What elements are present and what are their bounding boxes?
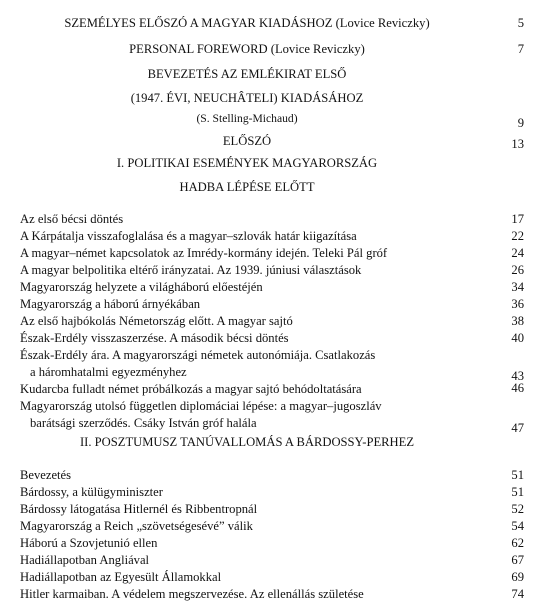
toc-entry-title: Hadiállapotban Angliával <box>20 553 150 567</box>
toc-entry-title: A Kárpátalja visszafoglalása és a magyar–szlovák határ kiigazítása <box>20 229 357 243</box>
toc-entry <box>0 312 534 330</box>
toc-entry-title: PERSONAL FOREWORD (Lovice Reviczky) <box>129 42 365 56</box>
toc-entry-title: (1947. ÉVI, NEUCHÂTELI) KIADÁSÁHOZ <box>130 91 364 105</box>
toc-entry-title: Észak-Erdély visszaszerzése. A második bécsi döntés <box>20 331 289 345</box>
toc-entry <box>0 14 534 32</box>
toc-entry-page: 17 <box>511 212 524 226</box>
toc-entry <box>0 227 534 245</box>
toc-entry-page: 38 <box>511 314 524 328</box>
toc-entry-title: Magyarország utolsó független diplomáciai lépése: a magyar–jugoszláv <box>20 399 382 413</box>
toc-entry <box>0 329 534 347</box>
toc-entry <box>0 244 534 262</box>
section-title <box>0 178 534 196</box>
toc-entry-page: 47 <box>511 421 524 435</box>
toc-entry <box>0 132 534 150</box>
toc-entry-page: 34 <box>511 280 524 294</box>
toc-entry <box>0 517 534 535</box>
toc-entry-title: BEVEZETÉS AZ EMLÉKIRAT ELSŐ <box>147 67 347 81</box>
toc-entry <box>0 295 534 313</box>
toc-entry-title: Háború a Szovjetunió ellen <box>20 536 158 550</box>
toc-entry-page: 54 <box>511 519 524 533</box>
toc-entry-title: (S. Stelling-Michaud) <box>196 112 298 125</box>
toc-entry <box>0 40 534 58</box>
toc-entry <box>0 551 534 569</box>
toc-entry <box>0 500 534 518</box>
toc-entry-title: a háromhatalmi egyezményhez <box>30 365 187 379</box>
toc-entry-title: Hitler karmaiban. A védelem megszervezése. Az ellenállás születése <box>20 587 364 601</box>
section-title <box>0 154 534 172</box>
toc-entry-page: 5 <box>517 16 524 30</box>
toc-entry <box>0 568 534 586</box>
toc-entry-page: 36 <box>511 297 524 311</box>
toc-entry <box>0 346 534 364</box>
toc-entry-page: 7 <box>517 42 524 56</box>
toc-entry-title: A magyar–német kapcsolatok az Imrédy-kormány idején. Teleki Pál gróf <box>20 246 388 260</box>
toc-entry-page: 74 <box>511 587 524 601</box>
toc-entry-page: 22 <box>511 229 524 243</box>
toc-entry-title: Magyarország a Reich „szövetségesévé” válik <box>20 519 253 533</box>
toc-entry-page: 67 <box>511 553 524 567</box>
toc-entry-page: 46 <box>511 381 524 395</box>
toc-entry <box>0 89 534 107</box>
toc-entry-title: Bárdossy, a külügyminiszter <box>20 485 163 499</box>
toc-entry-title: Az első hajbókolás Németország előtt. A magyar sajtó <box>20 314 293 328</box>
toc-entry-page: 24 <box>511 246 524 260</box>
toc-entry-title: A magyar belpolitika eltérő irányzatai. Az 1939. júniusi választások <box>20 263 362 277</box>
toc-entry-page: 62 <box>511 536 524 550</box>
toc-entry <box>0 65 534 83</box>
toc-entry-page: 52 <box>511 502 524 516</box>
section-title-line: I. POLITIKAI ESEMÉNYEK MAGYARORSZÁG <box>116 156 378 170</box>
toc-entry-title: Bárdossy látogatása Hitlernél és Ribbentropnál <box>20 502 258 516</box>
toc-entry-title: Bevezetés <box>20 468 72 482</box>
toc-entry-title: Az első bécsi döntés <box>20 212 124 226</box>
toc-entry-page: 51 <box>511 468 524 482</box>
toc-entry <box>0 380 534 398</box>
toc-entry-page: 9 <box>517 116 524 130</box>
toc-entry-page: 40 <box>511 331 524 345</box>
section-title-line: HADBA LÉPÉSE ELŐTT <box>179 180 315 194</box>
toc-entry-continued <box>0 363 534 381</box>
toc-entry-page: 26 <box>511 263 524 277</box>
toc-entry <box>0 261 534 279</box>
toc-entry-page: 51 <box>511 485 524 499</box>
toc-entry-page: 43 <box>511 369 524 383</box>
section-title-line: II. POSZTUMUSZ TANÚVALLOMÁS A BÁRDOSSY-PERHEZ <box>79 435 415 449</box>
toc-entry-title: Kudarcba fulladt német próbálkozás a magyar sajtó behódoltatására <box>20 382 362 396</box>
toc-entry-title: Hadiállapotban az Egyesült Államokkal <box>20 570 222 584</box>
toc-entry <box>0 278 534 296</box>
toc-entry <box>0 585 534 603</box>
toc-entry-title: Észak-Erdély ára. A magyarországi németek autonómiája. Csatlakozás <box>20 348 376 362</box>
toc-entry <box>0 534 534 552</box>
toc-entry-title: Magyarország helyzete a világháború előestéjén <box>20 280 263 294</box>
toc-entry <box>0 210 534 228</box>
toc-entry <box>0 110 534 128</box>
toc-entry <box>0 397 534 415</box>
toc-entry <box>0 466 534 484</box>
section-title <box>0 433 534 451</box>
toc-entry-page: 69 <box>511 570 524 584</box>
toc-entry-title: ELŐSZÓ <box>222 134 272 148</box>
toc-entry-page: 13 <box>511 137 524 151</box>
toc-entry <box>0 483 534 501</box>
toc-entry-continued <box>0 414 534 435</box>
toc-entry-title: SZEMÉLYES ELŐSZÓ A MAGYAR KIADÁSHOZ (Lovice Reviczky) <box>64 16 430 30</box>
toc-entry-title: barátsági szerződés. Csáky István gróf halála <box>30 416 257 430</box>
toc-entry-title: Magyarország a háború árnyékában <box>20 297 201 311</box>
